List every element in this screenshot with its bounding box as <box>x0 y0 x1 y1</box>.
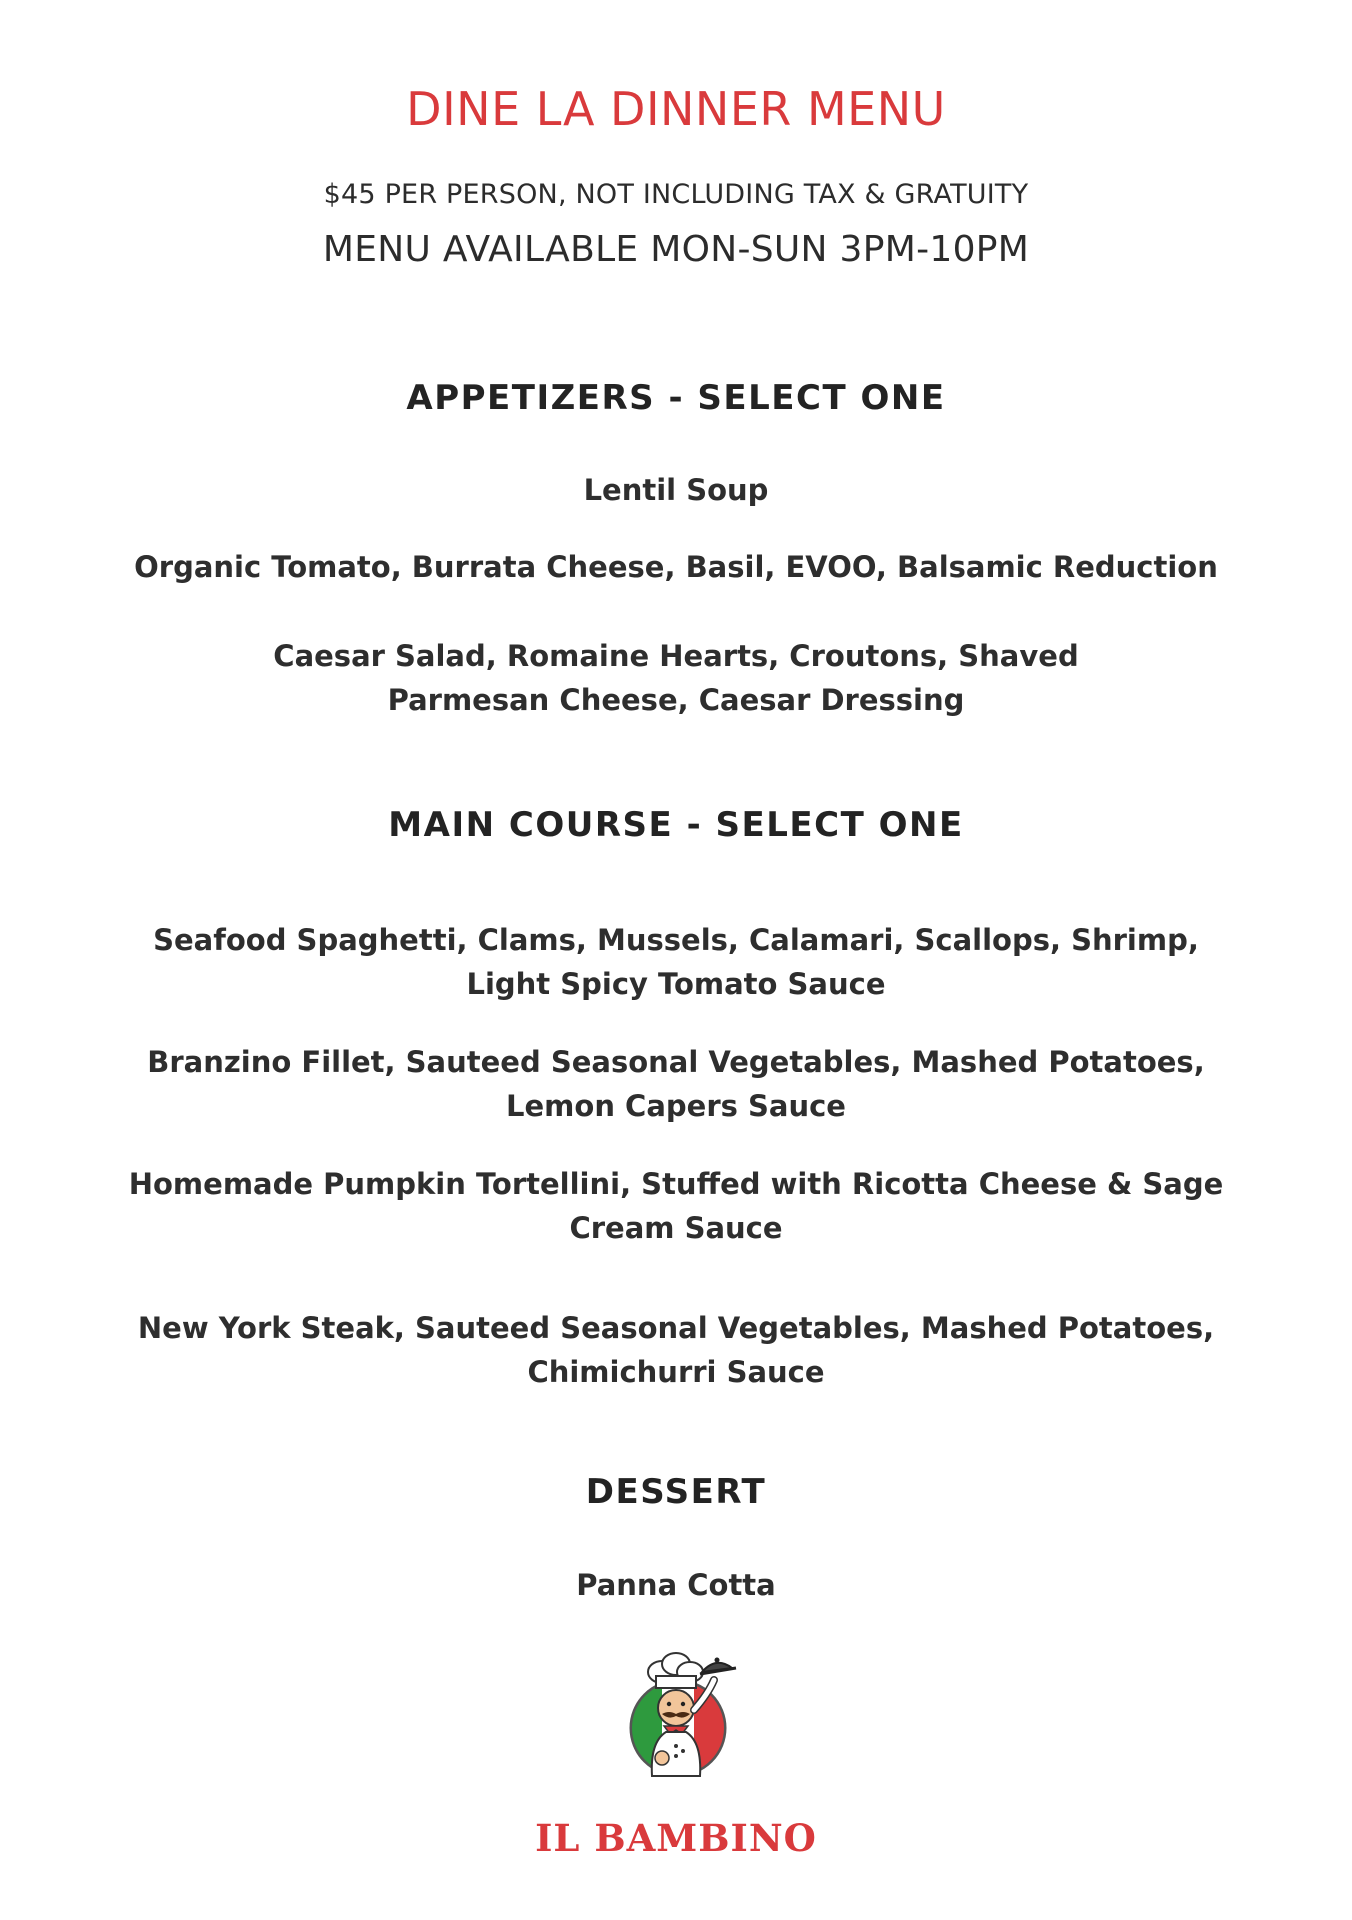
dessert-heading: DESSERT <box>585 1472 767 1512</box>
brand-name: IL BAMBINO <box>535 1816 817 1860</box>
availability-note: MENU AVAILABLE MON-SUN 3PM-10PM <box>322 229 1030 270</box>
menu-item-line: Parmesan Cheese, Caesar Dressing <box>387 683 965 717</box>
appetizers-heading: APPETIZERS - SELECT ONE <box>406 378 946 418</box>
menu-item-line: Organic Tomato, Burrata Cheese, Basil, EVOO, Balsamic Reduction <box>134 550 1218 584</box>
menu-item <box>0 1563 1352 1607</box>
menu-item <box>0 634 1352 722</box>
menu-item-line: Caesar Salad, Romaine Hearts, Croutons, Shaved <box>273 639 1079 673</box>
price-note: $45 PER PERSON, NOT INCLUDING TAX & GRATUITY <box>323 179 1029 210</box>
menu-item-line: Cream Sauce <box>569 1211 783 1245</box>
menu-item-line: Lentil Soup <box>583 473 769 507</box>
menu-item-line: Chimichurri Sauce <box>527 1355 825 1389</box>
menu-item-line: Panna Cotta <box>576 1568 776 1602</box>
chef-mascot-icon <box>616 1650 746 1780</box>
menu-item-line: Light Spicy Tomato Sauce <box>466 967 886 1001</box>
menu-item <box>0 918 1352 1006</box>
menu-item-line: Lemon Capers Sauce <box>506 1089 846 1123</box>
menu-title: DINE LA DINNER MENU <box>406 82 946 136</box>
menu-item-line: Seafood Spaghetti, Clams, Mussels, Calamari, Scallops, Shrimp, <box>153 923 1199 957</box>
menu-item <box>0 1162 1352 1250</box>
menu-item <box>0 1306 1352 1394</box>
menu-item <box>0 468 1352 512</box>
menu-item <box>0 545 1352 589</box>
menu-item-line: New York Steak, Sauteed Seasonal Vegetables, Mashed Potatoes, <box>137 1311 1215 1345</box>
menu-item-line: Branzino Fillet, Sauteed Seasonal Vegetables, Mashed Potatoes, <box>147 1045 1205 1079</box>
menu-item <box>0 1040 1352 1128</box>
menu-item-line: Homemade Pumpkin Tortellini, Stuffed with Ricotta Cheese & Sage <box>128 1167 1224 1201</box>
main-course-heading: MAIN COURSE - SELECT ONE <box>388 805 964 845</box>
